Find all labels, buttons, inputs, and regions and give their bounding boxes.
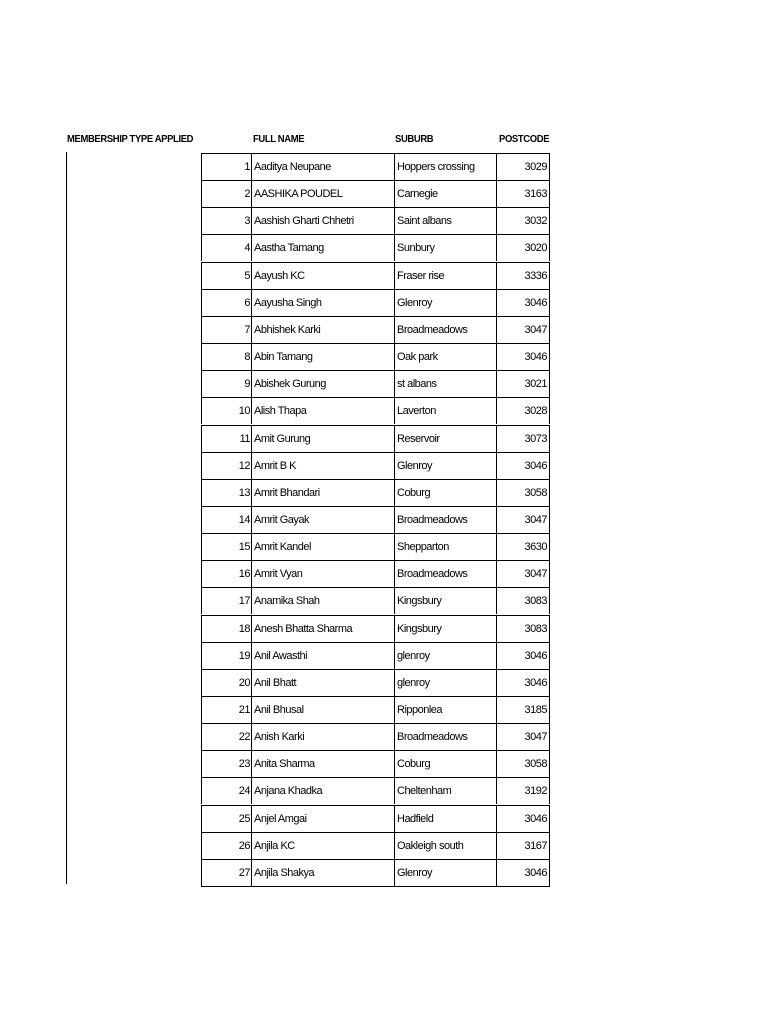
full-name-cell: Anesh Bhatta Sharma [251,616,394,642]
full-name-cell: Anjila KC [251,833,394,859]
suburb-cell: Hoppers crossing [394,154,496,180]
table-row [201,397,550,424]
row-number: 10 [201,398,251,424]
full-name-cell: Abishek Gurung [251,371,394,397]
postcode-cell: 3046 [496,860,550,886]
full-name-cell: Anil Bhatt [251,670,394,696]
table-row [201,506,550,533]
suburb-cell: Shepparton [394,534,496,560]
full-name-cell: Aastha Tamang [251,235,394,261]
row-number: 15 [201,534,251,560]
table-row [201,750,550,777]
suburb-cell: glenroy [394,670,496,696]
header-postcode: POSTCODE [499,133,550,145]
row-number: 5 [201,263,251,289]
full-name-cell: Amrit Gayak [251,507,394,533]
row-number: 9 [201,371,251,397]
suburb-cell: Glenroy [394,453,496,479]
table-row [201,832,550,859]
table-row [201,642,550,669]
row-number: 13 [201,480,251,506]
postcode-cell: 3167 [496,833,550,859]
row-number: 27 [201,860,251,886]
suburb-cell: Sunbury [394,235,496,261]
full-name-cell: Abin Tamang [251,344,394,370]
table-row [201,316,550,343]
table-row [201,805,550,832]
row-number: 6 [201,290,251,316]
table-row [201,370,550,397]
row-number: 14 [201,507,251,533]
table-row [201,452,550,479]
row-number: 2 [201,181,251,207]
suburb-cell: Broadmeadows [394,724,496,750]
suburb-cell: Broadmeadows [394,507,496,533]
postcode-cell: 3336 [496,263,550,289]
suburb-cell: Laverton [394,398,496,424]
full-name-cell: Anita Sharma [251,751,394,777]
postcode-cell: 3032 [496,208,550,234]
full-name-cell: Aayusha Singh [251,290,394,316]
table-row [201,425,550,452]
postcode-cell: 3047 [496,724,550,750]
full-name-cell: Abhishek Karki [251,317,394,343]
table-row [201,560,550,587]
table-row [201,180,550,207]
row-number: 20 [201,670,251,696]
suburb-cell: Coburg [394,480,496,506]
suburb-cell: Oak park [394,344,496,370]
row-number: 25 [201,806,251,832]
postcode-cell: 3021 [496,371,550,397]
suburb-cell: glenroy [394,643,496,669]
postcode-cell: 3083 [496,616,550,642]
postcode-cell: 3047 [496,507,550,533]
postcode-cell: 3046 [496,290,550,316]
full-name-cell: Anamika Shah [251,588,394,614]
full-name-cell: Amrit Vyan [251,561,394,587]
row-number: 19 [201,643,251,669]
table-row [201,207,550,234]
header-membership-type: MEMBERSHIP TYPE APPLIED [67,133,194,145]
row-number: 8 [201,344,251,370]
table-row [201,669,550,696]
table-row [201,289,550,316]
postcode-cell: 3046 [496,344,550,370]
suburb-cell: Carnegie [394,181,496,207]
postcode-cell: 3020 [496,235,550,261]
table-row [201,234,550,261]
postcode-cell: 3058 [496,480,550,506]
suburb-cell: Cheltenham [394,778,496,804]
full-name-cell: Aashish Gharti Chhetri [251,208,394,234]
suburb-cell: Reservoir [394,426,496,452]
row-number: 4 [201,235,251,261]
row-number: 16 [201,561,251,587]
row-number: 22 [201,724,251,750]
postcode-cell: 3047 [496,561,550,587]
suburb-cell: Hadfield [394,806,496,832]
full-name-cell: Anjana Khadka [251,778,394,804]
table-row [201,777,550,804]
suburb-cell: Glenroy [394,860,496,886]
suburb-cell: Kingsbury [394,588,496,614]
header-suburb: SUBURB [395,133,434,145]
full-name-cell: Aayush KC [251,263,394,289]
full-name-cell: Aaditya Neupane [251,154,394,180]
table-row [201,533,550,560]
postcode-cell: 3185 [496,697,550,723]
postcode-cell: 3028 [496,398,550,424]
suburb-cell: Broadmeadows [394,317,496,343]
row-number: 26 [201,833,251,859]
postcode-cell: 3083 [496,588,550,614]
postcode-cell: 3046 [496,643,550,669]
suburb-cell: Glenroy [394,290,496,316]
postcode-cell: 3058 [496,751,550,777]
suburb-cell: Coburg [394,751,496,777]
postcode-cell: 3029 [496,154,550,180]
row-number: 18 [201,616,251,642]
header-full-name: FULL NAME [253,133,305,145]
suburb-cell: Saint albans [394,208,496,234]
full-name-cell: Amrit Kandel [251,534,394,560]
postcode-cell: 3163 [496,181,550,207]
postcode-cell: 3630 [496,534,550,560]
full-name-cell: Anil Awasthi [251,643,394,669]
row-number: 17 [201,588,251,614]
suburb-cell: st albans [394,371,496,397]
postcode-cell: 3046 [496,806,550,832]
row-number: 7 [201,317,251,343]
row-number: 24 [201,778,251,804]
full-name-cell: Alish Thapa [251,398,394,424]
row-number: 12 [201,453,251,479]
full-name-cell: Anish Karki [251,724,394,750]
postcode-cell: 3046 [496,670,550,696]
full-name-cell: Amrit Bhandari [251,480,394,506]
table-row [201,479,550,506]
postcode-cell: 3073 [496,426,550,452]
table-row [201,262,550,289]
table-row [201,343,550,370]
full-name-cell: Anil Bhusal [251,697,394,723]
table-row [201,153,550,180]
membership-type-column-border [66,152,67,884]
row-number: 3 [201,208,251,234]
table-row [201,723,550,750]
suburb-cell: Broadmeadows [394,561,496,587]
row-number: 1 [201,154,251,180]
full-name-cell: AASHIKA POUDEL [251,181,394,207]
full-name-cell: Anjila Shakya [251,860,394,886]
suburb-cell: Kingsbury [394,616,496,642]
postcode-cell: 3046 [496,453,550,479]
table-row [201,859,550,887]
row-number: 21 [201,697,251,723]
full-name-cell: Anjel Amgai [251,806,394,832]
table-row [201,696,550,723]
table-row [201,587,550,614]
suburb-cell: Ripponlea [394,697,496,723]
full-name-cell: Amit Gurung [251,426,394,452]
postcode-cell: 3047 [496,317,550,343]
suburb-cell: Fraser rise [394,263,496,289]
full-name-cell: Amrit B K [251,453,394,479]
row-number: 23 [201,751,251,777]
table-row [201,615,550,642]
row-number: 11 [201,426,251,452]
suburb-cell: Oakleigh south [394,833,496,859]
postcode-cell: 3192 [496,778,550,804]
